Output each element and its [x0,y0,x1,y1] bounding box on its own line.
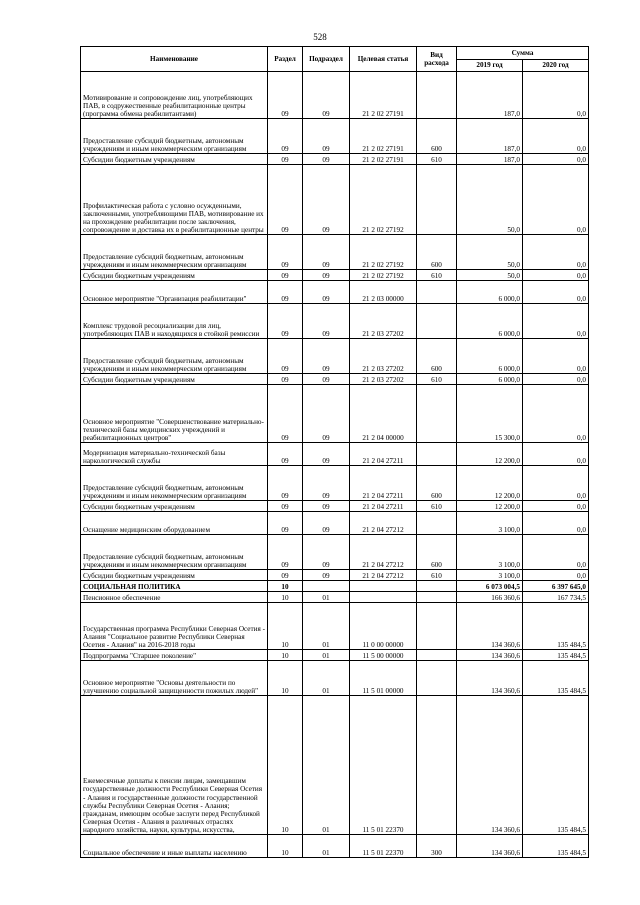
row-section: 09 [268,270,303,281]
row-section: 09 [268,304,303,339]
row-expense: 600 [417,119,457,154]
row-target: 21 2 02 27192 [350,235,417,270]
row-subsection: 09 [303,235,350,270]
table-row [81,281,589,304]
row-subsection: 09 [303,535,350,570]
row-sum-2020: 0,0 [523,570,589,581]
row-target: 21 2 02 27192 [350,165,417,235]
header-2020: 2020 год [523,60,589,72]
row-section: 09 [268,443,303,466]
row-target [350,592,417,603]
row-sum-2020: 0,0 [523,154,589,165]
row-sum-2020: 0,0 [523,304,589,339]
row-sum-2020: 0,0 [523,385,589,443]
header-section: Раздел [268,47,303,72]
row-expense [417,603,457,650]
row-target: 21 2 02 27191 [350,72,417,119]
row-sum-2020: 135 484,5 [523,650,589,661]
row-section: 09 [268,385,303,443]
row-expense [417,661,457,696]
row-name: Профилактическая работа с условно осужденными, заключенными, употребляющими ПАВ, мотивирование их на прохождение реабилитации после заключения, сопровождение и доставка их в реабилитационные центры [81,165,268,235]
row-sum-2020: 0,0 [523,235,589,270]
row-subsection: 09 [303,512,350,535]
row-name: Субсидии бюджетным учреждениям [81,501,268,512]
row-target: 21 2 03 27202 [350,304,417,339]
row-sum-2019: 134 360,6 [457,696,523,835]
row-subsection: 09 [303,501,350,512]
row-subsection: 09 [303,72,350,119]
row-sum-2019: 134 360,6 [457,603,523,650]
row-subsection: 09 [303,339,350,374]
table-row [81,603,589,650]
row-section: 09 [268,512,303,535]
row-sum-2019: 12 200,0 [457,466,523,501]
table-row [81,696,589,835]
row-sum-2019: 50,0 [457,165,523,235]
row-name: Субсидии бюджетным учреждениям [81,570,268,581]
table-row [81,119,589,154]
row-expense: 610 [417,270,457,281]
table-row [81,570,589,581]
row-subsection: 01 [303,603,350,650]
row-name: Предоставление субсидий бюджетным, автономным учреждениям и иным некоммерческим организациям [81,466,268,501]
row-sum-2020: 0,0 [523,466,589,501]
row-target: 21 2 04 27211 [350,501,417,512]
row-subsection: 09 [303,281,350,304]
row-sum-2020: 0,0 [523,270,589,281]
row-expense: 600 [417,339,457,374]
row-name: Модернизация материально-технической базы наркологической службы [81,443,268,466]
row-sum-2019: 6 000,0 [457,374,523,385]
row-sum-2019: 134 360,6 [457,661,523,696]
row-sum-2019: 15 300,0 [457,385,523,443]
table-row [81,235,589,270]
row-sum-2019: 6 000,0 [457,281,523,304]
row-section: 09 [268,154,303,165]
page-number: 528 [313,32,327,42]
row-sum-2020: 0,0 [523,374,589,385]
row-name: Субсидии бюджетным учреждениям [81,154,268,165]
row-sum-2020: 0,0 [523,72,589,119]
row-sum-2020: 0,0 [523,501,589,512]
row-sum-2019: 187,0 [457,154,523,165]
row-name: Ежемесячные доплаты к пенсии лицам, замещавшим государственные должности Республики Северная Осетия - Алания и государственные должности государственной службы Республики Северная Осетия - Алания; гражданам, имеющим особые заслуги перед Республикой Северная Осетия - Алания в различных отраслях народного хозяйства, науки, культуры, искусства, [81,696,268,835]
table-row [81,443,589,466]
row-sum-2020: 135 484,5 [523,661,589,696]
row-section: 09 [268,466,303,501]
row-section: 10 [268,661,303,696]
row-section: 09 [268,281,303,304]
row-section: 10 [268,696,303,835]
table-row [81,650,589,661]
row-subsection: 09 [303,270,350,281]
row-subsection: 09 [303,466,350,501]
row-expense [417,385,457,443]
row-subsection: 09 [303,154,350,165]
row-section: 10 [268,592,303,603]
row-target: 21 2 02 27191 [350,154,417,165]
row-subsection [303,581,350,592]
row-expense: 610 [417,374,457,385]
row-section: 09 [268,339,303,374]
table-row [81,72,589,119]
row-sum-2019: 3 100,0 [457,535,523,570]
row-sum-2020: 135 484,5 [523,835,589,858]
row-target: 21 2 04 27211 [350,443,417,466]
row-target: 11 5 00 00000 [350,650,417,661]
table-row [81,512,589,535]
header-expense: Вид расхода [417,47,457,72]
row-name: Субсидии бюджетным учреждениям [81,374,268,385]
header-target: Целевая статья [350,47,417,72]
row-section: 10 [268,603,303,650]
row-sum-2019: 166 360,6 [457,592,523,603]
row-sum-2020: 0,0 [523,119,589,154]
row-target: 11 5 01 22370 [350,696,417,835]
row-section: 09 [268,165,303,235]
row-target: 11 0 00 00000 [350,603,417,650]
row-subsection: 09 [303,119,350,154]
row-sum-2019: 6 000,0 [457,339,523,374]
row-expense [417,443,457,466]
row-section: 09 [268,235,303,270]
row-target [350,581,417,592]
row-section: 09 [268,570,303,581]
row-expense [417,165,457,235]
row-sum-2019: 6 073 004,5 [457,581,523,592]
row-sum-2019: 50,0 [457,270,523,281]
table-row [81,466,589,501]
row-subsection: 09 [303,165,350,235]
row-name: Основное мероприятие "Совершенствование материально-технической базы медицинских учреждений и реабилитационных центров" [81,385,268,443]
row-subsection: 09 [303,374,350,385]
table-body [81,72,589,858]
row-section: 09 [268,72,303,119]
row-target: 21 2 04 27212 [350,570,417,581]
row-section: 10 [268,835,303,858]
table-row [81,661,589,696]
row-expense: 610 [417,570,457,581]
row-sum-2020: 0,0 [523,281,589,304]
row-target: 21 2 03 27202 [350,374,417,385]
row-name: Оснащение медицинским оборудованием [81,512,268,535]
row-sum-2020: 6 397 645,0 [523,581,589,592]
row-name: Основное мероприятие "Организация реабилитации" [81,281,268,304]
row-expense [417,696,457,835]
row-target: 21 2 04 00000 [350,385,417,443]
row-target: 21 2 04 27212 [350,535,417,570]
row-section: 09 [268,535,303,570]
row-subsection: 09 [303,443,350,466]
row-expense [417,592,457,603]
row-name: Государственная программа Республики Северная Осетия - Алания "Социальное развитие Республики Северная Осетия - Алания" на 2016-2018 годы [81,603,268,650]
row-expense: 300 [417,835,457,858]
row-expense: 600 [417,535,457,570]
row-sum-2019: 3 100,0 [457,570,523,581]
row-target: 21 2 03 00000 [350,281,417,304]
row-subsection: 09 [303,385,350,443]
header-name: Наименование [81,47,268,72]
row-target: 11 5 01 22370 [350,835,417,858]
row-sum-2020: 135 484,5 [523,603,589,650]
row-subsection: 09 [303,304,350,339]
row-expense [417,304,457,339]
row-expense [417,581,457,592]
row-expense: 600 [417,235,457,270]
table-row [81,501,589,512]
row-section: 10 [268,650,303,661]
row-sum-2020: 0,0 [523,535,589,570]
row-section: 09 [268,501,303,512]
row-section: 09 [268,374,303,385]
table-row [81,592,589,603]
row-target: 21 2 03 27202 [350,339,417,374]
row-sum-2019: 187,0 [457,119,523,154]
row-target: 21 2 02 27192 [350,270,417,281]
row-name: Предоставление субсидий бюджетным, автономным учреждениям и иным некоммерческим организациям [81,119,268,154]
table-row [81,581,589,592]
row-name: Основное мероприятие "Основы деятельности по улучшению социальной защищенности пожилых людей" [81,661,268,696]
row-expense [417,72,457,119]
header-subsection: Подраздел [303,47,350,72]
row-name: Социальное обеспечение и иные выплаты населению [81,835,268,858]
row-expense: 610 [417,501,457,512]
row-name: Предоставление субсидий бюджетным, автономным учреждениям и иным некоммерческим организациям [81,339,268,374]
row-target: 21 2 04 27212 [350,512,417,535]
row-name: Предоставление субсидий бюджетным, автономным учреждениям и иным некоммерческим организациям [81,235,268,270]
row-subsection: 01 [303,661,350,696]
row-expense [417,281,457,304]
table-row [81,835,589,858]
row-target: 21 2 04 27211 [350,466,417,501]
table-row [81,339,589,374]
table-row [81,385,589,443]
row-subsection: 01 [303,696,350,835]
row-subsection: 09 [303,570,350,581]
header-sum: Сумма [457,47,589,60]
row-sum-2019: 6 000,0 [457,304,523,339]
row-sum-2020: 0,0 [523,339,589,374]
row-name: Субсидии бюджетным учреждениям [81,270,268,281]
row-name: Комплекс трудовой ресоциализации для лиц, употребляющих ПАВ и находящихся в стойкой ремиссии [81,304,268,339]
table-row [81,154,589,165]
budget-table [80,46,589,858]
row-subsection: 01 [303,592,350,603]
row-sum-2020: 167 734,5 [523,592,589,603]
row-section: 10 [268,581,303,592]
header-2019: 2019 год [457,60,523,72]
table-row [81,535,589,570]
row-sum-2019: 134 360,6 [457,650,523,661]
table-row [81,165,589,235]
row-name: Пенсионное обеспечение [81,592,268,603]
row-sum-2019: 50,0 [457,235,523,270]
row-expense [417,512,457,535]
row-sum-2019: 12 200,0 [457,443,523,466]
row-target: 11 5 01 00000 [350,661,417,696]
table-row [81,270,589,281]
row-sum-2019: 12 200,0 [457,501,523,512]
row-sum-2020: 135 484,5 [523,696,589,835]
row-sum-2020: 0,0 [523,165,589,235]
row-sum-2020: 0,0 [523,443,589,466]
row-name: СОЦИАЛЬНАЯ ПОЛИТИКА [81,581,268,592]
table-row [81,374,589,385]
row-name: Предоставление субсидий бюджетным, автономным учреждениям и иным некоммерческим организациям [81,535,268,570]
row-sum-2019: 134 360,6 [457,835,523,858]
row-subsection: 01 [303,835,350,858]
table-row [81,304,589,339]
row-sum-2020: 0,0 [523,512,589,535]
row-section: 09 [268,119,303,154]
row-sum-2019: 187,0 [457,72,523,119]
row-expense: 610 [417,154,457,165]
row-expense: 600 [417,466,457,501]
row-target: 21 2 02 27191 [350,119,417,154]
row-subsection: 01 [303,650,350,661]
row-name: Мотивирование и сопровождение лиц, употребляющих ПАВ, в содружественные реабилитационные центры (программа обмена реабилитантами) [81,72,268,119]
row-name: Подпрограмма "Старшее поколение" [81,650,268,661]
row-expense [417,650,457,661]
row-sum-2019: 3 100,0 [457,512,523,535]
